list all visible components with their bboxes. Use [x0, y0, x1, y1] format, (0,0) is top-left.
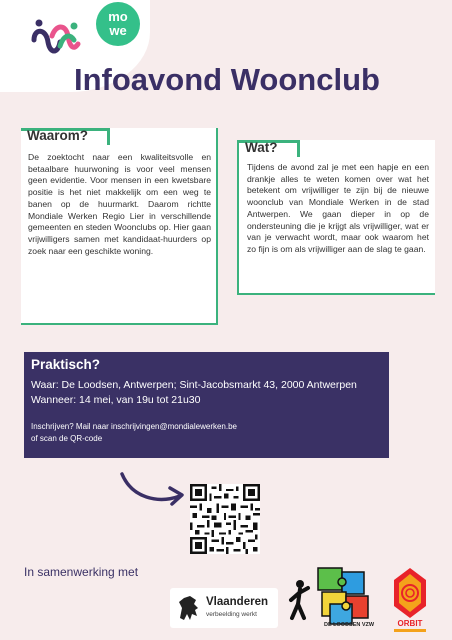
mondiale-werken-logo — [30, 16, 82, 62]
praktisch-inschrijven[interactable]: Inschrijven? Mail naar inschrijvingen@mondialewerken.be — [31, 422, 237, 431]
waarom-text: De zoektocht naar een kwaliteitsvolle en betaalbare huurwoning is voor veel mensen geen evidentie. Voor mensen in een kwetsbare positie is het niet makkelijk om een weg te banen op de huurmarkt. Daarom richtte Mondiale Werken Regio Lier in verschillende gemeenten en steden Woonclubs op. Hier gaan vrijwilligers samen met kandidaat-huurders op zoek naar een geschikte woning. — [28, 152, 211, 256]
praktisch-waar: Waar: De Loodsen, Antwerpen; Sint-Jacobsmarkt 43, 2000 Antwerpen — [31, 379, 357, 391]
figure-icon — [291, 580, 308, 618]
waarom-heading: Waarom? — [27, 128, 89, 143]
vlaanderen-title: Vlaanderen — [206, 596, 268, 608]
vlaanderen-lion-icon — [176, 594, 202, 622]
mowe-badge-line2: we — [109, 23, 127, 38]
puzzle-icon — [318, 568, 368, 624]
curved-arrow-icon — [118, 470, 188, 510]
wat-text: Tijdens de avond zal je met een hapje en een drankje alles te weten komen over wat het betekent om vrijwilliger te zijn bij de nieuwe woonclub van Mondiale Werken in de stad Antwerpen. We gaan dieper in op de ondersteuning die je krijgt als vrijwilliger, wat er van je verwacht wordt, maar ook waarom het zo fijn is om als vrijwilliger aan de slag te gaan. — [247, 162, 429, 254]
orbit-label: ORBIT — [397, 619, 423, 628]
vlaanderen-subtitle: verbeelding werkt — [206, 611, 257, 618]
waarom-heading-border-vertical — [107, 128, 110, 145]
page-title: Infoavond Woonclub — [74, 62, 380, 97]
qr-code[interactable] — [190, 484, 260, 554]
praktisch-qr-hint: of scan de QR-code — [31, 434, 103, 443]
praktisch-heading: Praktisch? — [31, 357, 101, 372]
orbit-logo — [390, 566, 430, 634]
waarom-section — [21, 128, 218, 325]
de-loodsen-label: DE LOODSEN VZW — [324, 622, 375, 628]
praktisch-wanneer: Wanneer: 14 mei, van 19u tot 21u30 — [31, 394, 201, 406]
wat-section — [237, 140, 435, 295]
praktisch-panel — [24, 352, 389, 458]
mowe-badge — [96, 2, 140, 46]
wat-heading-border-vertical — [297, 140, 300, 157]
mowe-badge-line1: mo — [108, 9, 128, 24]
vlaanderen-logo — [170, 588, 278, 628]
wat-heading: Wat? — [245, 140, 278, 155]
samenwerking-label: In samenwerking met — [24, 565, 139, 579]
